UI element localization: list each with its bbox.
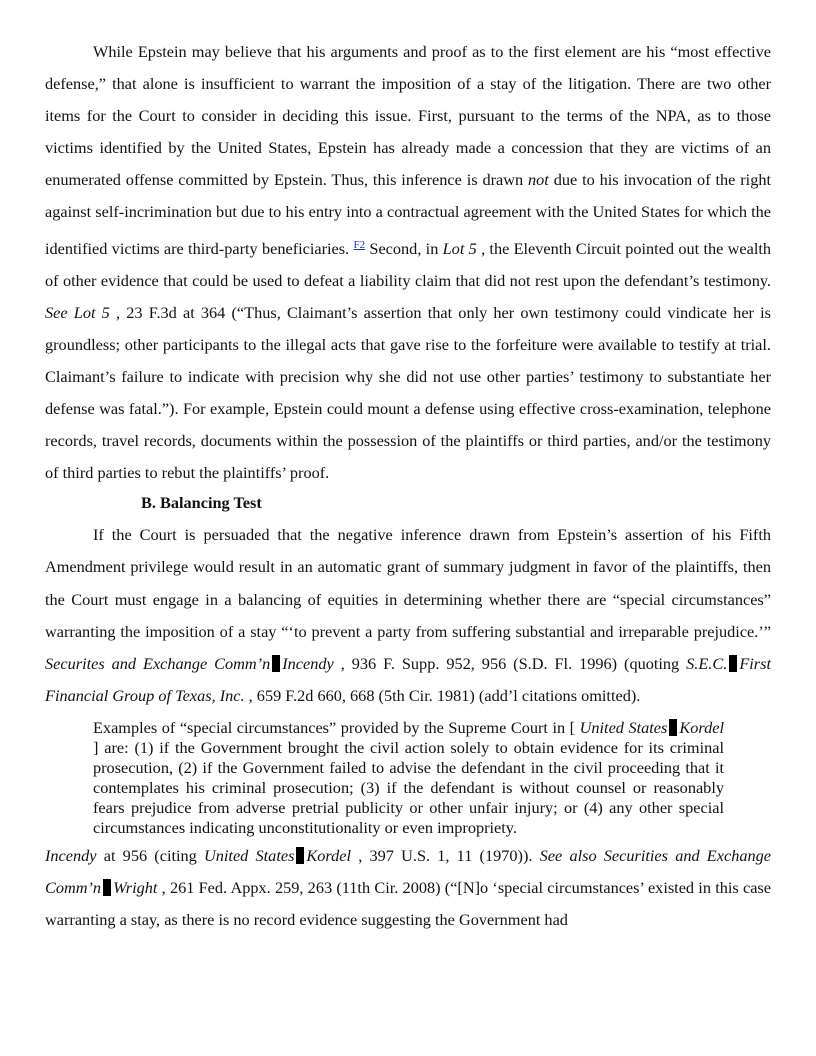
paragraph-text: If the Court is persuaded that the negative inference drawn from Epstein’s assertion of his Fifth Amendment privilege would result in an automatic grant of summary judgment in favor of the plaintiffs, then the Court must engage in a balancing of equities in determining whether there are “special circumstances” warranting the imposition of a stay “‘to prevent a party from suffering substantial and irreparable prejudice.’” bbox=[45, 525, 771, 641]
emphasis-not: not bbox=[528, 170, 549, 190]
paragraph-text: , 397 U.S. 1, 11 (1970)). bbox=[351, 845, 540, 865]
paragraph-text: While Epstein may believe that his arguments and proof as to the first element are his “most effective defense,” that alone is insufficient to warrant the imposition of a stay of the litigation. There are two other items for the Court to consider in deciding this issue. First, pursuant to the terms of the NPA, as to those victims identified by the United States, Epstein has already made a concession that they are victims of an enumerated offense committed by Epstein. Thus, this inference is drawn bbox=[45, 42, 771, 190]
case-citation-incendy: Incendy bbox=[282, 653, 334, 673]
paragraph-special-circumstances bbox=[45, 519, 771, 712]
case-citation-united-states: United States bbox=[579, 717, 668, 737]
case-citation-kordel: Kordel bbox=[306, 845, 352, 865]
paragraph-incendy-citation bbox=[45, 840, 771, 936]
case-citation-incendy: Incendy bbox=[45, 845, 97, 865]
quote-text: ] are: (1) if the Government brought the civil action solely to obtain evidence for its criminal prosecution, (2) if the Government failed to advise the defendant in the civil proceeding that it contemplates his criminal prosecution; (3) if the defendant is without counsel or reasonably fears prejudice from adverse pretrial publicity or other unfair injury; or (4) any other special circumstances indicating unconstitutionality or even impropriety. bbox=[93, 737, 724, 837]
case-citation-wright: Wright bbox=[113, 877, 158, 897]
document-page bbox=[45, 36, 771, 936]
case-citation-united-states: United States bbox=[204, 845, 295, 865]
case-citation-lot-5: Lot 5 bbox=[442, 238, 477, 258]
paragraph-text: at 956 (citing bbox=[96, 845, 204, 865]
paragraph-most-effective-defense bbox=[45, 36, 771, 489]
paragraph-text: , 261 Fed. Appx. 259, 263 (11th Cir. 2008) (“[N]o ‘special circumstances’ existed in this case warranting a stay, as there is no record evidence suggesting the Government had bbox=[45, 877, 771, 930]
redaction-mark bbox=[729, 655, 737, 672]
paragraph-text: , the Eleventh Circuit pointed out the wealth of other evidence that could be used to defeat a liability claim that did not rest upon the defendant’s testimony. bbox=[45, 238, 772, 290]
case-citation-sec-short: S.E.C. bbox=[686, 653, 728, 673]
case-citation-first-financial: First Financial Group of Texas, Inc. bbox=[45, 653, 771, 705]
quote-text: Examples of “special circumstances” provided by the Supreme Court in [ bbox=[93, 717, 580, 737]
case-citation-see-also-sec: See also Securities and Exchange Comm’n bbox=[45, 845, 771, 897]
redaction-mark bbox=[296, 847, 304, 864]
paragraph-text: due to his invocation of the right against self-incrimination but due to his entry into a contractual agreement with the United States for which the identified victims are third-party beneficiaries. bbox=[45, 170, 771, 258]
redaction-mark bbox=[272, 655, 280, 672]
paragraph-text: , 23 F.3d at 364 (“Thus, Claimant’s assertion that only her own testimony could vindicate her is groundless; other participants to the illegal acts that gave rise to the forfeiture were available to testify at trial. Claimant’s failure to indicate with precision why she did not use other parties’ testimony to substantiate her defense was fatal.”). For example, Epstein could mount a defense using effective cross-examination, telephone records, travel records, documents within the possession of the plaintiffs or third parties, and/or the testimony of third parties to rebut the plaintiffs’ proof. bbox=[45, 302, 772, 483]
paragraph-text: , 659 F.2d 660, 668 (5th Cir. 1981) (add’l citations omitted). bbox=[244, 685, 641, 705]
case-citation-sec: Securites and Exchange Comm’n bbox=[45, 653, 271, 673]
paragraph-text: Second, in bbox=[365, 238, 443, 258]
block-quote-kordel bbox=[93, 718, 724, 838]
footnote-link-f2[interactable]: F2 bbox=[353, 238, 366, 251]
section-heading-balancing-test: B. Balancing Test bbox=[141, 493, 262, 513]
redaction-mark bbox=[103, 879, 111, 896]
paragraph-text: , 936 F. Supp. 952, 956 (S.D. Fl. 1996) (quoting bbox=[333, 653, 687, 673]
case-citation-see-lot-5: See Lot 5 bbox=[45, 302, 110, 322]
case-citation-kordel: Kordel bbox=[679, 717, 724, 737]
redaction-mark bbox=[669, 719, 677, 736]
